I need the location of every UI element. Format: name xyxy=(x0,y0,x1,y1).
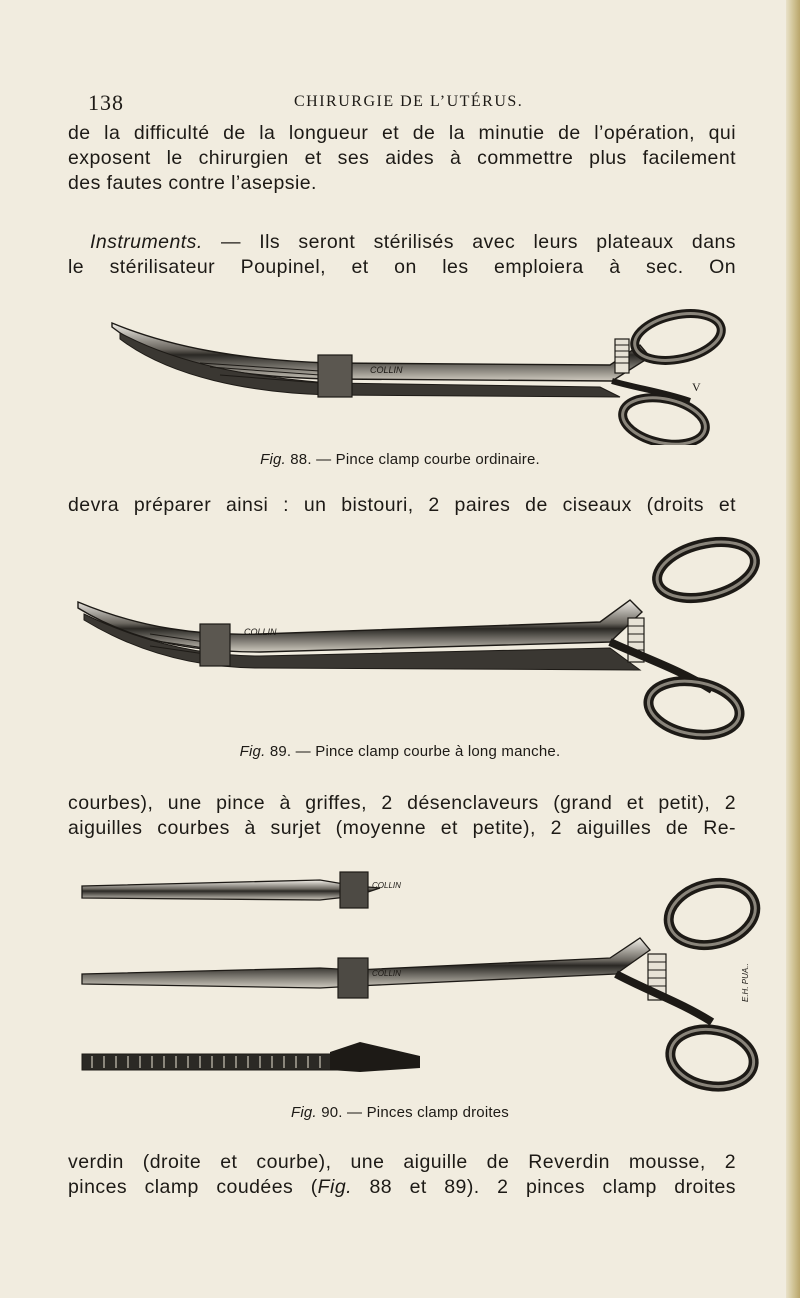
paragraph-5 xyxy=(68,1150,736,1200)
figure-reference: Fig. xyxy=(317,1176,352,1198)
text-span: 88 et 89). 2 pinces clamp droites xyxy=(351,1176,736,1198)
engraving-mark: COLLIN xyxy=(372,969,401,978)
paragraph-3 xyxy=(68,493,736,518)
paragraph-4 xyxy=(68,791,736,841)
text-line: exposent le chirurgien et ses aides à commettre plus facilement xyxy=(68,147,736,169)
text-line: de la difficulté de la longueur et de la minutie de l’opération, qui xyxy=(68,122,736,144)
engraving-mark: COLLIN xyxy=(244,627,277,637)
caption-title: Pinces clamp droites xyxy=(366,1104,509,1121)
figure-89-caption xyxy=(0,743,800,760)
text-line: verdin (droite et courbe), une aiguille de Reverdin mousse, 2 xyxy=(68,1151,736,1173)
text-line: des fautes contre l’asepsie. xyxy=(68,172,317,194)
text-span: — Ils seront stérilisés avec leurs plateaux dans xyxy=(202,231,736,253)
figure-89-engraving xyxy=(0,530,800,740)
text-line: aiguilles courbes à surjet (moyenne et petite), 2 aiguilles de Re- xyxy=(68,817,736,839)
caption-fig-number: 88. — xyxy=(290,451,332,468)
page-number: 138 xyxy=(88,90,124,115)
engraver-signature: V xyxy=(692,380,701,394)
engraving-mark: COLLIN xyxy=(370,365,403,375)
caption-title: Pince clamp courbe à long manche. xyxy=(315,743,561,760)
caption-fig-number: 89. — xyxy=(269,743,311,760)
engraving-mark: COLLIN xyxy=(372,881,401,890)
text-line xyxy=(68,230,736,255)
paragraph-instruments xyxy=(68,230,736,280)
side-stamp: E.H. PUA.. xyxy=(741,963,750,1002)
section-label: Instruments. xyxy=(90,231,203,253)
figure-90-caption xyxy=(0,1104,800,1121)
text-line: devra préparer ainsi : un bistouri, 2 paires de ciseaux (droits et xyxy=(68,494,736,516)
caption-fig-label: Fig. xyxy=(239,743,266,760)
page-header xyxy=(88,90,748,114)
caption-fig-label: Fig. xyxy=(260,451,286,468)
caption-title: Pince clamp courbe ordinaire. xyxy=(335,451,540,468)
text-span: pinces clamp coudées ( xyxy=(68,1176,318,1198)
text-line: courbes), une pince à griffes, 2 désenclaveurs (grand et petit), 2 xyxy=(68,792,736,814)
text-line xyxy=(68,1175,736,1200)
running-title: CHIRURGIE DE L’UTÉRUS. xyxy=(294,93,524,110)
figure-88-engraving xyxy=(0,305,800,445)
figure-88-caption xyxy=(0,451,800,468)
paragraph-1 xyxy=(68,121,736,196)
text-line: le stérilisateur Poupinel, et on les emploiera à sec. On xyxy=(68,256,736,278)
figure-90-engraving xyxy=(0,862,800,1112)
caption-fig-number: 90. — xyxy=(321,1104,363,1121)
caption-fig-label: Fig. xyxy=(291,1104,317,1121)
